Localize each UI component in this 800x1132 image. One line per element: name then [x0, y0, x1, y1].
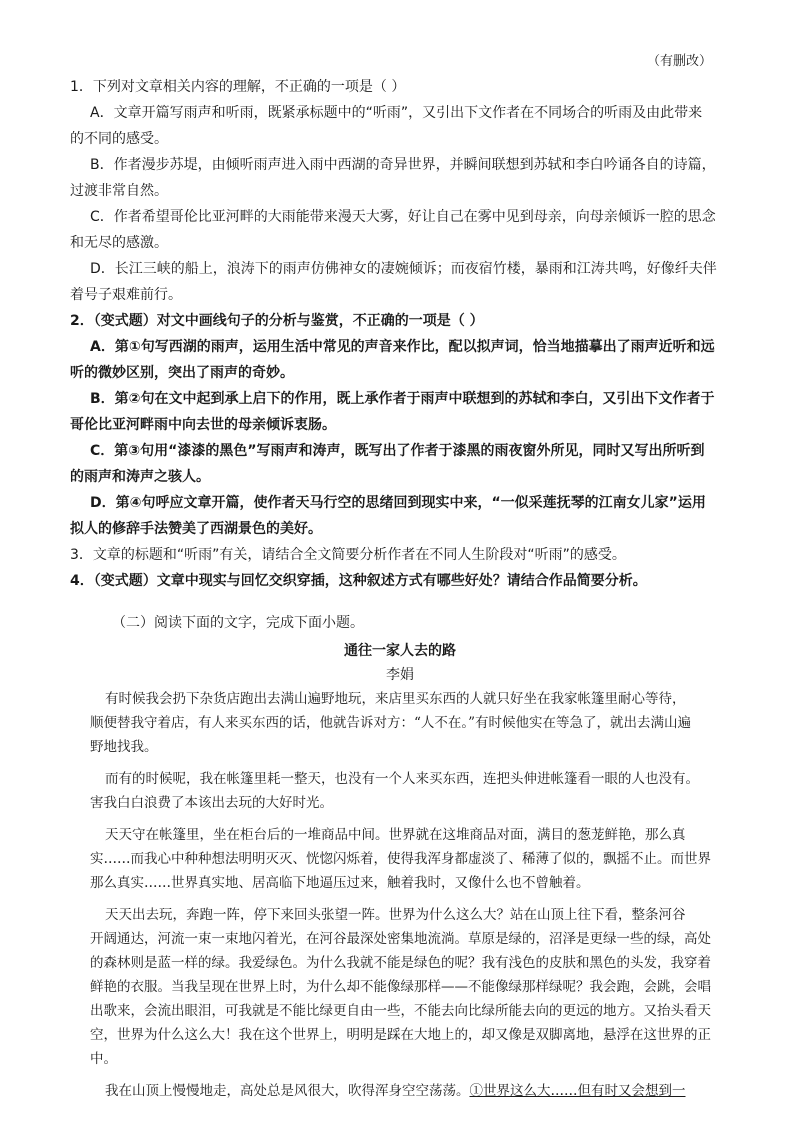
question-1-option-b: B．作者漫步苏堤，由倾听雨声进入雨中西湖的奇异世界，并瞬间联想到苏轼和李白吟诵各自的诗篇，: [90, 157, 716, 173]
paragraph-4-line-2: 开阔通达，河流一束一束地闪着光，在河谷最深处密集地流淌。草原是绿的，沼泽是更绿一些的绿，高处: [90, 931, 711, 947]
paragraph-5-line-1: [105, 1082, 686, 1100]
paragraph-5-text: 我在山顶上慢慢地走，高处总是风很大，吹得浑身空空荡荡。: [105, 1083, 470, 1099]
question-1-option-a-cont: 的不同的感受。: [70, 131, 168, 147]
question-3: 3．文章的标题和“听雨”有关，请结合全文简要分析作者在不同人生阶段对“听雨”的感受。: [70, 547, 626, 563]
paragraph-2-line-2: 害我白白浪费了本该出去玩的大好时光。: [90, 795, 333, 811]
question-2-option-d: D．第④句呼应文章开篇，使作者天马行空的思绪回到现实中来，“一似采莲抚琴的江南女儿家”运用: [90, 495, 706, 511]
paragraph-4-line-6: 空，世界为什么这么大！我在这个世界上，明明是踩在大地上的，却又像是双脚离地，悬浮在这世界的正: [90, 1027, 711, 1043]
paragraph-3-line-1: 天天守在帐篷里，坐在柜台后的一堆商品中间。世界就在这堆商品对面，满目的葱茏鲜艳，那么真: [105, 827, 686, 843]
question-2-option-c-cont: 的雨声和涛声之骇人。: [70, 469, 210, 485]
question-4: 4．（变式题）文章中现实与回忆交织穿插，这种叙述方式有哪些好处？请结合作品简要分析。: [70, 573, 647, 589]
paragraph-2-line-1: 而有的时候呢，我在帐篷里耗一整天，也没有一个人来买东西，连把头伸进帐篷看一眼的人也没有。: [105, 771, 699, 787]
paragraph-4-line-7: 中。: [90, 1051, 117, 1067]
question-1-option-a: A．文章开篇写雨声和听雨，既紧承标题中的“听雨”，又引出下文作者在不同场合的听雨及由此带来: [90, 105, 703, 121]
question-1-option-c: C．作者希望哥伦比亚河畔的大雨能带来漫天大雾，好让自己在雾中见到母亲，向母亲倾诉一腔的思念: [90, 209, 716, 225]
paragraph-1-line-2: 顺便替我守着店，有人来买东西的话，他就告诉对方：“人不在。”有时候他实在等急了，就出去满山遍: [90, 715, 692, 731]
question-1-option-c-cont: 和无尽的感激。: [70, 235, 168, 251]
paragraph-4-line-4: 鲜艳的衣服。当我呈现在世界上时，为什么却不能像绿那样——不能像绿那样绿呢？我会跑，会跳，会唱: [90, 979, 711, 995]
paragraph-3-line-2: 实……而我心中种种想法明明灭灭、恍惚闪烁着，使得我浑身都虚淡了、稀薄了似的，飘摇不止。而世界: [90, 851, 711, 867]
question-2-option-b: B．第②句在文中起到承上启下的作用，既上承作者于雨声中联想到的苏轼和李白，又引出下文作者于: [90, 391, 715, 407]
article-title: 通往一家人去的路: [344, 643, 456, 659]
question-2-option-b-cont: 哥伦比亚河畔雨中向去世的母亲倾诉衷肠。: [70, 417, 336, 433]
revision-note: （有删改）: [646, 54, 712, 69]
question-1-option-d-cont: 着号子艰难前行。: [70, 287, 182, 303]
question-2-stem: 2．（变式题）对文中画线句子的分析与鉴赏，不正确的一项是（ ）: [70, 313, 484, 329]
question-2-option-a-cont: 听的微妙区别，突出了雨声的奇妙。: [70, 365, 294, 381]
paragraph-1-line-1: 有时候我会扔下杂货店跑出去满山遍野地玩，来店里买东西的人就只好坐在我家帐篷里耐心等待，: [105, 691, 686, 707]
underlined-sentence-1: ①世界这么大……但有时又会想到一: [469, 1083, 686, 1099]
section-heading: （二）阅读下面的文字，完成下面小题。: [112, 615, 364, 631]
paragraph-1-line-3: 野地找我。: [90, 739, 158, 755]
paragraph-4-line-1: 天天出去玩，奔跑一阵，停下来回头张望一阵。世界为什么这么大？站在山顶上往下看，整条河谷: [105, 907, 686, 923]
article-author: 李娟: [386, 667, 414, 683]
question-1-stem: 1．下列对文章相关内容的理解，不正确的一项是（ ）: [70, 79, 406, 95]
question-1-option-b-cont: 过渡非常自然。: [70, 183, 168, 199]
question-1-option-d: D．长江三峡的船上，浪涛下的雨声仿佛神女的凄婉倾诉；而夜宿竹楼，暴雨和江涛共鸣，好像纤夫伴: [90, 261, 717, 277]
question-2-option-a: A．第①句写西湖的雨声，运用生活中常见的声音来作比，配以拟声词，恰当地描摹出了雨声近听和远: [90, 339, 715, 355]
paragraph-4-line-5: 出歌来，会流出眼泪，可我就是不能比绿更自由一些，不能去向比绿所能去向的更远的地方。又抬头看天: [90, 1003, 711, 1019]
paragraph-3-line-3: 那么真实……世界真实地、居高临下地逼压过来，触着我时，又像什么也不曾触着。: [90, 875, 590, 891]
question-2-option-d-cont: 拟人的修辞手法赞美了西湖景色的美好。: [70, 521, 322, 537]
question-2-option-c: C．第③句用“漆漆的黑色”写雨声和涛声，既写出了作者于漆黑的雨夜窗外所见，同时又写出所听到: [90, 443, 705, 459]
paragraph-4-line-3: 的森林则是蓝一样的绿。我爱绿色。为什么我就不能是绿色的呢？我有浅色的皮肤和黑色的头发，我穿着: [90, 955, 711, 971]
